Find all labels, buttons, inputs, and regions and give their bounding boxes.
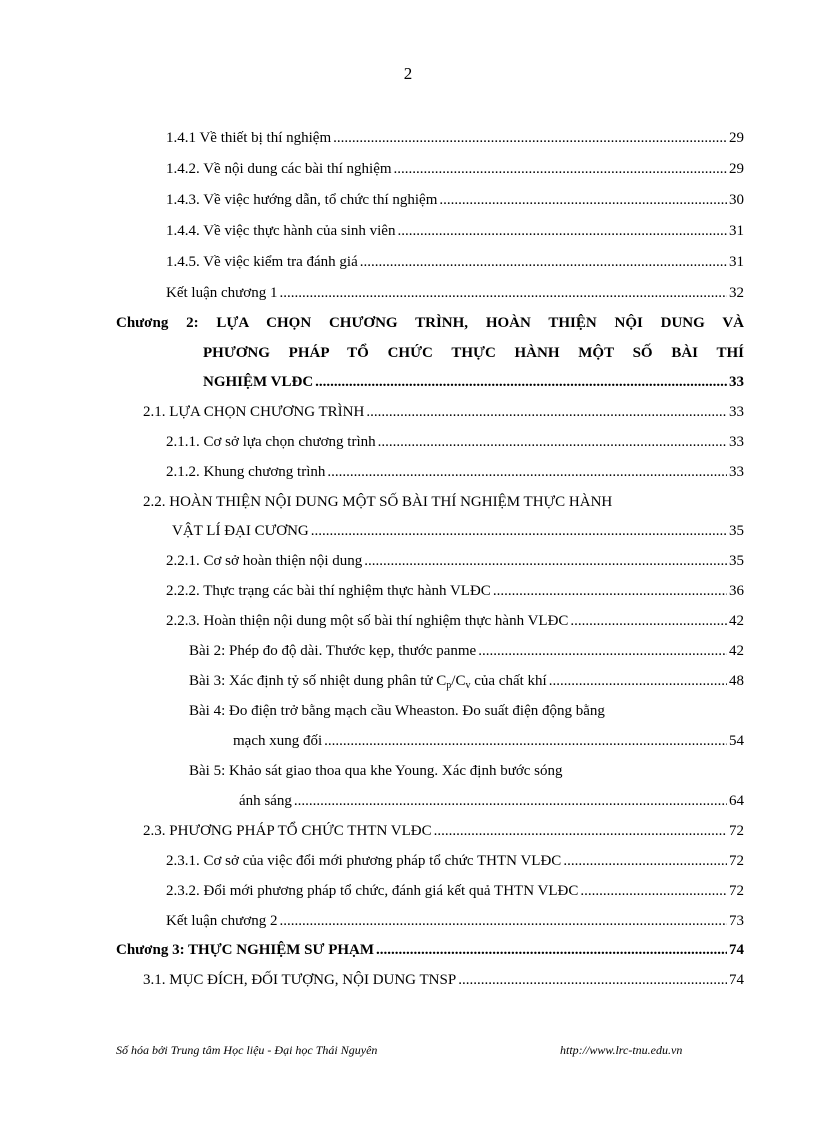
toc-page: 30 [729,192,744,208]
toc-leader [493,583,727,600]
toc-leader [549,673,727,690]
toc-entry-2-2-line-1[interactable]: 2.2. HOÀN THIỆN NỘI DUNG MỘT SỐ BÀI THÍ NGHIỆM THỰC HÀNH [143,494,613,510]
toc-entry-2-3[interactable] [143,823,744,840]
toc-leader [311,523,727,540]
toc-title: 2.2.2. Thực trạng các bài thí nghiệm thực hành VLĐC [166,583,491,599]
toc-page: 74 [729,942,744,958]
toc-entry-2-1[interactable] [143,404,744,421]
toc-title: 1.4.2. Về nội dung các bài thí nghiệm [166,161,392,177]
toc-title: VẬT LÍ ĐẠI CƯƠNG [172,523,309,539]
toc-entry-bai-3[interactable] [189,673,744,690]
toc-leader [394,161,727,178]
toc-title: mạch xung đối [233,733,323,749]
toc-page: 29 [729,161,744,177]
toc-entry-2-3-1[interactable] [166,853,744,870]
toc-page: 33 [729,374,744,390]
toc-title: 2.2.1. Cơ sở hoàn thiện nội dung [166,553,363,569]
toc-leader [563,853,727,870]
toc-entry-conclusion-1[interactable] [166,285,744,302]
toc-page: 72 [729,853,744,869]
toc-leader [360,254,727,271]
toc-title: 2.2.3. Hoàn thiện nội dung một số bài thí nghiệm thực hành VLĐC [166,613,569,629]
toc-page: 33 [729,464,744,480]
toc-entry-1-4-4[interactable] [166,223,744,240]
toc-title: 2.3.1. Cơ sở của việc đổi mới phương pháp tổ chức THTN VLĐC [166,853,562,869]
toc-title: 1.4.1 Về thiết bị thí nghiệm [166,130,332,146]
toc-entry-2-2-2[interactable] [166,583,744,600]
toc-page: 33 [729,404,744,420]
page-number: 2 [403,64,413,83]
toc-leader [397,223,727,240]
toc-leader [478,643,727,660]
toc-entry-bai-5[interactable] [239,793,744,810]
toc-title: 2.1. LỰA CHỌN CHƯƠNG TRÌNH [143,404,365,420]
toc-title: Kết luận chương 2 [166,913,278,929]
footer-source: Số hóa bởi Trung tâm Học liệu - Đại học Thái Nguyên [116,1043,378,1057]
toc-page: 54 [729,733,744,749]
toc-page: 33 [729,434,744,450]
toc-entry-2-2-3[interactable] [166,613,744,630]
toc-entry-2-1-2[interactable] [166,464,744,481]
toc-page: 73 [729,913,744,929]
toc-page: 48 [729,673,744,689]
toc-chapter-2-line-2[interactable]: PHƯƠNG PHÁP TỔ CHỨC THỰC HÀNH MỘT SỐ BÀI THÍ [203,345,744,361]
toc-leader [580,883,727,900]
toc-entry-2-2-1[interactable] [166,553,744,570]
toc-entry-1-4-3[interactable] [166,192,744,209]
toc-title: Bài 3: Xác định tỷ số nhiệt dung phân tử $C_p/C_v$ của chất khí [189,673,547,691]
toc-leader [378,434,727,451]
toc-title: 1.4.5. Về việc kiểm tra đánh giá [166,254,358,270]
toc-page: 31 [729,254,744,270]
toc-title: 3.1. MỤC ĐÍCH, ĐỐI TƯỢNG, NỘI DUNG TNSP [143,972,457,988]
toc-title: Chương 3: THỰC NGHIỆM SƯ PHẠM [116,942,375,958]
toc-leader [366,404,727,421]
toc-title: 2.3.2. Đổi mới phương pháp tổ chức, đánh giá kết quả THTN VLĐC [166,883,579,899]
toc-entry-3-1[interactable] [143,972,744,989]
toc-leader [279,285,727,302]
toc-title: Kết luận chương 1 [166,285,278,301]
footer-url[interactable]: http://www.lrc-tnu.edu.vn [560,1043,683,1057]
toc-page: 32 [729,285,744,301]
toc-page: 42 [729,613,744,629]
toc-leader [570,613,727,630]
toc-leader [315,374,727,391]
toc-leader [324,733,727,750]
toc-leader [294,793,727,810]
toc-entry-bai-2[interactable] [189,643,744,660]
toc-leader [279,913,727,930]
toc-leader [327,464,727,481]
toc-title: 2.1.1. Cơ sở lựa chọn chương trình [166,434,376,450]
toc-entry-1-4-1[interactable] [166,130,744,147]
toc-leader [376,942,727,959]
toc-leader [364,553,727,570]
toc-page: 72 [729,823,744,839]
toc-entry-bai-5-line-1[interactable]: Bài 5: Khảo sát giao thoa qua khe Young. Xác định bước sóng [189,763,563,779]
toc-title: Bài 2: Phép đo độ dài. Thước kẹp, thước panme [189,643,477,659]
toc-title: ánh sáng [239,793,292,809]
toc-entry-2-3-2[interactable] [166,883,744,900]
toc-leader [458,972,727,989]
toc-page: 74 [729,972,744,988]
toc-page: 36 [729,583,744,599]
toc-page: 64 [729,793,744,809]
toc-title: NGHIỆM VLĐC [203,374,314,390]
toc-entry-bai-4[interactable] [233,733,744,750]
toc-entry-1-4-2[interactable] [166,161,744,178]
toc-title: 2.3. PHƯƠNG PHÁP TỔ CHỨC THTN VLĐC [143,823,432,839]
toc-page: 35 [729,523,744,539]
toc-entry-2-1-1[interactable] [166,434,744,451]
toc-page: 29 [729,130,744,146]
toc-leader [439,192,727,209]
toc-entry-2-2[interactable] [172,523,744,540]
toc-title: 2.1.2. Khung chương trình [166,464,326,480]
toc-page: 42 [729,643,744,659]
toc-page: 35 [729,553,744,569]
toc-chapter-2[interactable] [203,374,744,391]
toc-leader [333,130,727,147]
toc-entry-conclusion-2[interactable] [166,913,744,930]
toc-chapter-2-line-1[interactable]: Chương 2: LỰA CHỌN CHƯƠNG TRÌNH, HOÀN THIỆN NỘI DUNG VÀ [116,315,744,331]
toc-title: 1.4.3. Về việc hướng dẫn, tổ chức thí nghiệm [166,192,438,208]
toc-page: 31 [729,223,744,239]
toc-chapter-3[interactable] [116,942,744,959]
toc-entry-1-4-5[interactable] [166,254,744,271]
toc-title: 1.4.4. Về việc thực hành của sinh viên [166,223,396,239]
toc-entry-bai-4-line-1[interactable]: Bài 4: Đo điện trở bằng mạch cầu Wheaston. Đo suất điện động bằng [189,703,605,719]
toc-leader [434,823,727,840]
toc-page: 72 [729,883,744,899]
